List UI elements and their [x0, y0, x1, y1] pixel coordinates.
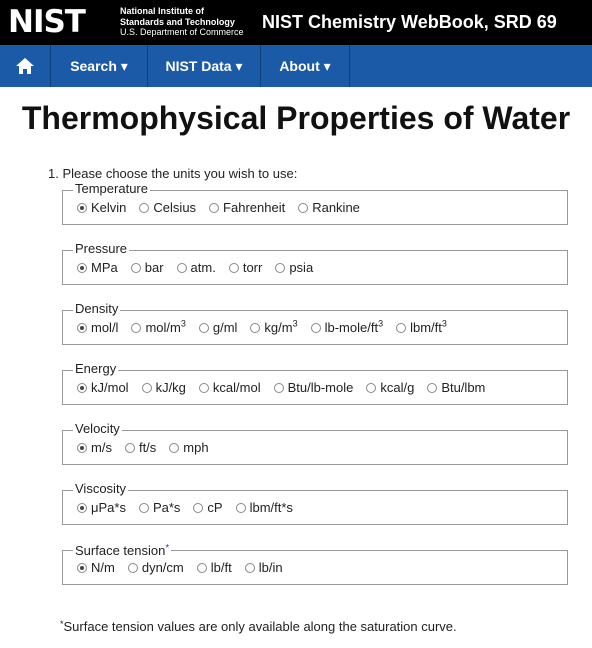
- radio-button[interactable]: [77, 323, 87, 333]
- temperature-option[interactable]: [77, 200, 126, 216]
- option-label: dyn/cm: [141, 560, 184, 575]
- option-label: lb/ft: [210, 560, 232, 575]
- radio-button[interactable]: [131, 263, 141, 273]
- legend-text: Density: [75, 301, 119, 316]
- energy-option[interactable]: [142, 380, 186, 396]
- option-label: cP: [207, 500, 223, 515]
- main-nav: [0, 45, 592, 87]
- radio-button[interactable]: [131, 323, 141, 333]
- radio-button[interactable]: [139, 203, 149, 213]
- energy-options: [77, 380, 498, 396]
- option-label: kJ/mol: [91, 380, 129, 395]
- footnote-mark: *: [60, 619, 64, 629]
- radio-button[interactable]: [77, 263, 87, 273]
- option-label: lb-mole/ft: [324, 320, 379, 335]
- surface-tension-option[interactable]: [128, 560, 184, 576]
- viscosity-option[interactable]: [77, 500, 126, 516]
- radio-button[interactable]: [142, 383, 152, 393]
- temperature-option[interactable]: [209, 200, 285, 216]
- option-label: Btu/lb-mole: [287, 380, 354, 395]
- option-label: lb/in: [258, 560, 283, 575]
- energy-group: [62, 361, 568, 405]
- option-label: bar: [144, 260, 164, 275]
- radio-button[interactable]: [199, 383, 209, 393]
- option-label: Fahrenheit: [223, 200, 286, 215]
- radio-button[interactable]: [199, 323, 209, 333]
- nav-separator: [349, 45, 350, 87]
- radio-button[interactable]: [245, 563, 255, 573]
- legend-text: Velocity: [75, 421, 120, 436]
- option-label: g/ml: [212, 320, 238, 335]
- option-label: mol/l: [91, 320, 119, 335]
- pressure-options: [77, 260, 326, 276]
- viscosity-option[interactable]: [236, 500, 293, 516]
- surface-tension-group: [62, 543, 568, 585]
- radio-button[interactable]: [77, 383, 87, 393]
- density-legend: [73, 301, 120, 317]
- viscosity-group: [62, 481, 568, 525]
- legend-text: Pressure: [75, 241, 128, 256]
- pressure-option[interactable]: [177, 260, 216, 276]
- viscosity-options: [77, 500, 306, 516]
- option-label: kg/m: [264, 320, 293, 335]
- site-title[interactable]: NIST Chemistry WebBook, SRD 69: [262, 12, 557, 32]
- option-label: ft/s: [138, 440, 157, 455]
- radio-button[interactable]: [236, 503, 246, 513]
- radio-button[interactable]: [229, 263, 239, 273]
- page-title: Thermophysical Properties of Water: [21, 100, 571, 136]
- logo-line-1: National Institute of: [120, 6, 204, 16]
- radio-button[interactable]: [274, 383, 284, 393]
- temperature-legend: [73, 181, 150, 197]
- radio-button[interactable]: [275, 263, 285, 273]
- option-label: atm.: [190, 260, 216, 275]
- nav-search[interactable]: Search ▾: [70, 58, 128, 74]
- option-label: μPa*s: [91, 500, 126, 515]
- surface-tension-legend: [73, 541, 171, 559]
- option-label: mol/m: [145, 320, 181, 335]
- velocity-option[interactable]: [169, 440, 208, 456]
- radio-button[interactable]: [193, 503, 203, 513]
- option-label: Btu/lbm: [441, 380, 486, 395]
- velocity-options: [77, 440, 222, 456]
- radio-button[interactable]: [77, 443, 87, 453]
- radio-button[interactable]: [366, 383, 376, 393]
- radio-button[interactable]: [209, 203, 219, 213]
- option-label: Rankine: [312, 200, 360, 215]
- viscosity-legend: [73, 481, 128, 497]
- radio-button[interactable]: [128, 563, 138, 573]
- density-option[interactable]: [396, 320, 447, 336]
- legend-text: Energy: [75, 361, 117, 376]
- viscosity-option[interactable]: [193, 500, 222, 516]
- density-option[interactable]: [311, 320, 383, 336]
- energy-option[interactable]: [77, 380, 129, 396]
- radio-button[interactable]: [197, 563, 207, 573]
- surface-tension-option[interactable]: [245, 560, 283, 576]
- velocity-group: [62, 421, 568, 465]
- energy-option[interactable]: [274, 380, 354, 396]
- pressure-option[interactable]: [275, 260, 313, 276]
- radio-button[interactable]: [77, 503, 87, 513]
- logo-line-3: U.S. Department of Commerce: [120, 27, 244, 37]
- pressure-legend: [73, 241, 129, 257]
- unit-exponent: 3: [441, 318, 447, 329]
- surface-tension-options: [77, 560, 296, 576]
- radio-button[interactable]: [427, 383, 437, 393]
- temperature-options: [77, 200, 373, 216]
- option-label: lbm/ft: [410, 320, 442, 335]
- unit-exponent: 3: [180, 318, 186, 329]
- footnote: [60, 619, 457, 634]
- temperature-option[interactable]: [298, 200, 360, 216]
- velocity-option[interactable]: [125, 440, 156, 456]
- option-label: kcal/g: [380, 380, 415, 395]
- density-group: [62, 301, 568, 345]
- radio-button[interactable]: [311, 323, 321, 333]
- site-header: [0, 0, 592, 45]
- pressure-option[interactable]: [131, 260, 164, 276]
- velocity-option[interactable]: [77, 440, 112, 456]
- legend-text: Temperature: [75, 181, 148, 196]
- logo-line-2: Standards and Technology: [120, 16, 235, 27]
- radio-button[interactable]: [169, 443, 179, 453]
- velocity-legend: [73, 421, 122, 437]
- home-button[interactable]: [0, 45, 50, 87]
- density-option[interactable]: [199, 320, 238, 336]
- surface-tension-option[interactable]: [197, 560, 232, 576]
- units-instruction: 1. Please choose the units you wish to use:: [48, 166, 298, 181]
- density-option[interactable]: [77, 320, 118, 336]
- density-options: [77, 320, 460, 336]
- option-label: m/s: [91, 440, 112, 455]
- viscosity-option[interactable]: [139, 500, 180, 516]
- option-label: Pa*s: [152, 500, 181, 515]
- option-label: N/m: [91, 560, 115, 575]
- radio-button[interactable]: [77, 563, 87, 573]
- unit-exponent: 3: [292, 318, 298, 329]
- pressure-option[interactable]: [77, 260, 118, 276]
- radio-button[interactable]: [250, 323, 260, 333]
- nav-about[interactable]: About ▾: [279, 58, 331, 74]
- radio-button[interactable]: [125, 443, 135, 453]
- option-label: torr: [242, 260, 263, 275]
- home-icon: [0, 45, 50, 87]
- option-label: kcal/mol: [212, 380, 261, 395]
- radio-button[interactable]: [139, 503, 149, 513]
- option-label: Kelvin: [91, 200, 127, 215]
- energy-option[interactable]: [199, 380, 261, 396]
- energy-option[interactable]: [427, 380, 485, 396]
- option-label: mph: [183, 440, 209, 455]
- pressure-option[interactable]: [229, 260, 263, 276]
- option-label: lbm/ft*s: [249, 500, 293, 515]
- footnote-marker: *: [165, 543, 170, 554]
- logo-subtitle: [120, 6, 244, 38]
- option-label: MPa: [91, 260, 118, 275]
- temperature-group: [62, 181, 568, 225]
- surface-tension-option[interactable]: [77, 560, 115, 576]
- legend-text: Surface tension: [75, 543, 166, 558]
- option-label: Celsius: [153, 200, 197, 215]
- radio-button[interactable]: [396, 323, 406, 333]
- density-option[interactable]: [131, 320, 185, 336]
- nav-nist-data[interactable]: NIST Data ▾: [165, 58, 243, 74]
- density-option[interactable]: [250, 320, 297, 336]
- energy-legend: [73, 361, 118, 377]
- radio-button[interactable]: [177, 263, 187, 273]
- energy-option[interactable]: [366, 380, 414, 396]
- pressure-group: [62, 241, 568, 285]
- radio-button[interactable]: [298, 203, 308, 213]
- option-label: kJ/kg: [155, 380, 186, 395]
- legend-text: Viscosity: [75, 481, 127, 496]
- footnote-text: Surface tension values are only available along the saturation curve.: [63, 619, 457, 634]
- temperature-option[interactable]: [139, 200, 196, 216]
- nist-logo[interactable]: NIST: [8, 4, 85, 40]
- radio-button[interactable]: [77, 203, 87, 213]
- option-label: psia: [289, 260, 314, 275]
- unit-exponent: 3: [378, 318, 384, 329]
